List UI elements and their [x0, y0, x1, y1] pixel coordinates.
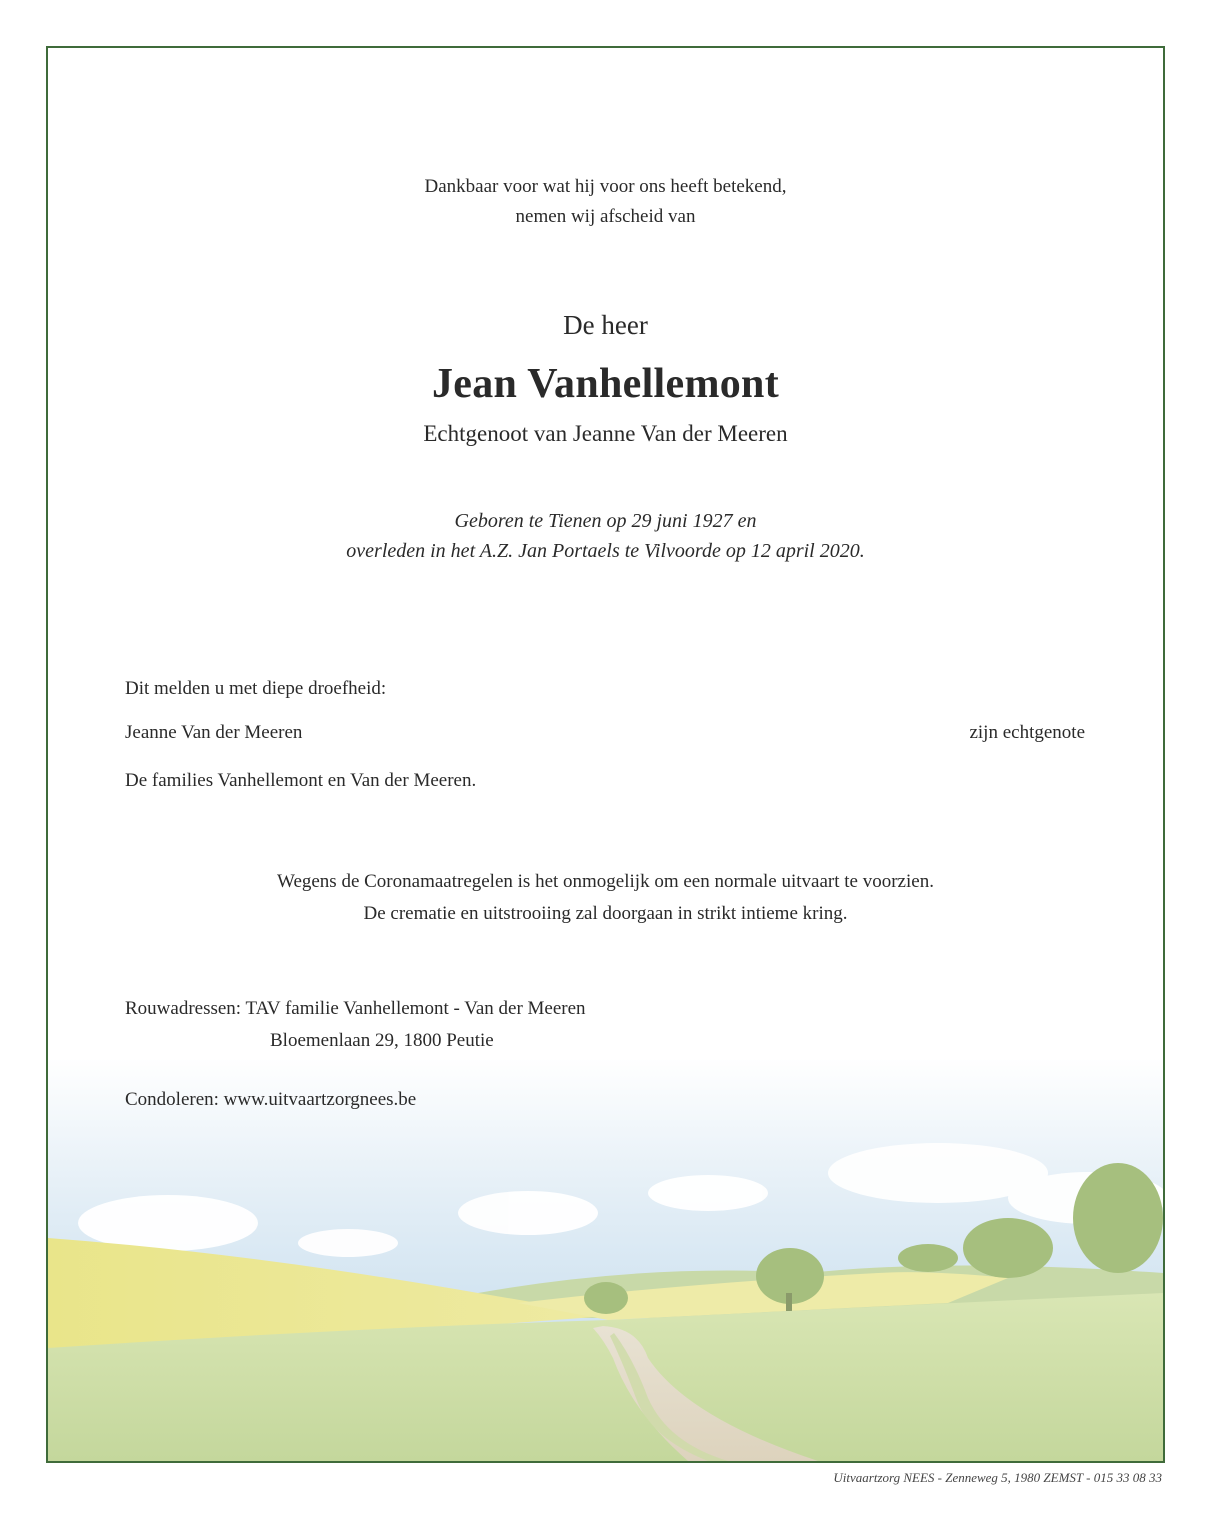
intro-line-2: nemen wij afscheid van [515, 206, 696, 227]
deceased-name: Jean Vanhellemont [432, 361, 779, 407]
notice-line-1: Wegens de Coronamaatregelen is het onmogelijk om een normale uitvaart te voorzien. [277, 871, 934, 892]
intro-text [48, 172, 1163, 232]
spouse-role: zijn echtgenote [969, 722, 1085, 743]
funeral-notice [48, 866, 1163, 930]
salutation: De heer [563, 310, 648, 340]
deceased-relation: Echtgenoot van Jeanne Van der Meeren [423, 421, 788, 446]
landscape-illustration [48, 1058, 1163, 1461]
funeral-home-footer: Uitvaartzorg NEES - Zenneweg 5, 1980 ZEMST - 015 33 08 33 [833, 1470, 1162, 1485]
notice-line-2: De crematie en uitstrooiing zal doorgaan in strikt intieme kring. [363, 903, 848, 924]
death-line: overleden in het A.Z. Jan Portaels te Vilvoorde op 12 april 2020. [346, 540, 865, 562]
families-line: De families Vanhellemont en Van der Meeren. [125, 770, 477, 791]
obituary-frame [46, 46, 1165, 1463]
announcement-title: Dit melden u met diepe droefheid: [125, 678, 387, 699]
mourning-address-line-2: Bloemenlaan 29, 1800 Peutie [270, 1030, 494, 1051]
mourning-address-line-1: Rouwadressen: TAV familie Vanhellemont - Van der Meeren [125, 998, 586, 1019]
condolences-link[interactable]: Condoleren: www.uitvaartzorgnees.be [125, 1089, 417, 1110]
birth-line: Geboren te Tienen op 29 juni 1927 en [454, 510, 757, 532]
intro-line-1: Dankbaar voor wat hij voor ons heeft betekend, [424, 176, 787, 197]
life-dates [48, 506, 1163, 566]
spouse-name: Jeanne Van der Meeren [125, 722, 303, 743]
